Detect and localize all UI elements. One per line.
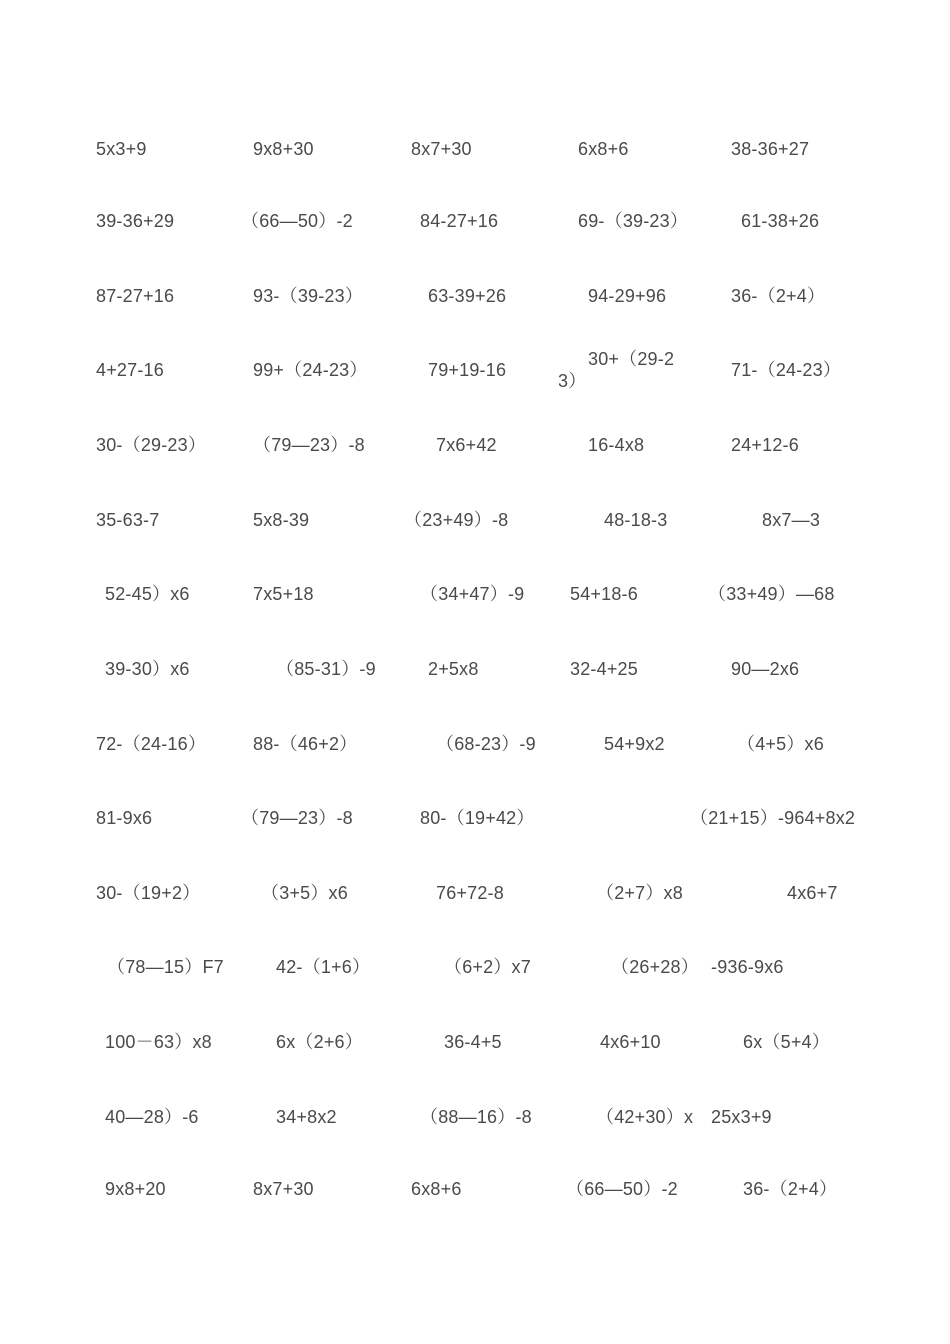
- problem-r2-c2: （66—50）-2: [241, 211, 353, 231]
- problem-r5-c5: 24+12-6: [731, 435, 799, 455]
- problem-r10-c1: 81-9x6: [96, 808, 153, 828]
- problem-r11-c2: （3+5）x6: [261, 883, 348, 903]
- problem-r13-c4: 4x6+10: [600, 1032, 661, 1052]
- problem-r11-c1: 30-（19+2）: [96, 883, 201, 903]
- problem-r11-c5: 4x6+7: [787, 883, 838, 903]
- problem-r5-c3: 7x6+42: [436, 435, 497, 455]
- problem-r3-c4: 94-29+96: [588, 286, 667, 306]
- problem-r11-c4: （2+7）x8: [596, 883, 683, 903]
- problem-r7-c2: 7x5+18: [253, 584, 314, 604]
- problem-r15-c2: 8x7+30: [253, 1179, 314, 1199]
- problem-r14-c1: 40—28）-6: [105, 1107, 199, 1127]
- problem-r1-c2: 9x8+30: [253, 139, 314, 159]
- problem-r4-c4: 30+（29-2 3）: [558, 349, 675, 391]
- problem-r7-c1: 52-45）x6: [105, 584, 190, 604]
- problem-r7-c3: （34+47）-9: [420, 584, 525, 604]
- problem-r12-c5: -936-9x6: [711, 957, 784, 977]
- problem-r4-c5: 71-（24-23）: [731, 360, 842, 380]
- problem-r2-c4: 69-（39-23）: [578, 211, 689, 231]
- problem-r13-c2: 6x（2+6）: [276, 1032, 363, 1052]
- problem-r7-c5: （33+49）—68: [708, 584, 835, 604]
- problem-r12-c4: （26+28）: [611, 957, 699, 977]
- problem-r13-c1: 100－63）x8: [105, 1032, 212, 1052]
- problem-r9-c5: （4+5）x6: [737, 734, 824, 754]
- problem-r2-c5: 61-38+26: [741, 211, 820, 231]
- problem-r10-c5: （21+15）-964+8x2: [690, 808, 856, 828]
- problem-r3-c1: 87-27+16: [96, 286, 175, 306]
- problem-r15-c1: 9x8+20: [105, 1179, 166, 1199]
- problem-r1-c4: 6x8+6: [578, 139, 629, 159]
- problem-r15-c3: 6x8+6: [411, 1179, 462, 1199]
- problem-r1-c5: 38-36+27: [731, 139, 810, 159]
- problem-r4-c2: 99+（24-23）: [253, 360, 368, 380]
- problem-r14-c3: （88—16）-8: [420, 1107, 532, 1127]
- problem-r4-c3: 79+19-16: [428, 360, 507, 380]
- problem-r6-c1: 35-63-7: [96, 510, 160, 530]
- problem-r14-c4: （42+30）x: [596, 1107, 694, 1127]
- problem-r6-c5: 8x7—3: [762, 510, 821, 530]
- problem-r14-c5: 25x3+9: [711, 1107, 772, 1127]
- problem-r3-c5: 36-（2+4）: [731, 286, 826, 306]
- problem-r11-c3: 76+72-8: [436, 883, 504, 903]
- problem-r12-c3: （6+2）x7: [444, 957, 531, 977]
- problem-r10-c3: 80-（19+42）: [420, 808, 535, 828]
- problem-r12-c1: （78—15）F7: [107, 957, 224, 977]
- problem-r15-c5: 36-（2+4）: [743, 1179, 838, 1199]
- problem-r9-c3: （68-23）-9: [436, 734, 536, 754]
- problem-r6-c2: 5x8-39: [253, 510, 310, 530]
- problem-r5-c1: 30-（29-23）: [96, 435, 207, 455]
- problem-r8-c2: （85-31）-9: [276, 659, 376, 679]
- problem-r6-c3: （23+49）-8: [404, 510, 509, 530]
- problem-r8-c4: 32-4+25: [570, 659, 638, 679]
- problem-r7-c4: 54+18-6: [570, 584, 638, 604]
- problem-r3-c3: 63-39+26: [428, 286, 507, 306]
- problem-r13-c5: 6x（5+4）: [743, 1032, 830, 1052]
- problem-r14-c2: 34+8x2: [276, 1107, 337, 1127]
- problem-r9-c4: 54+9x2: [604, 734, 665, 754]
- problem-r6-c4: 48-18-3: [604, 510, 668, 530]
- problem-r2-c1: 39-36+29: [96, 211, 175, 231]
- problem-r1-c3: 8x7+30: [411, 139, 472, 159]
- problem-r5-c4: 16-4x8: [588, 435, 645, 455]
- problem-r8-c3: 2+5x8: [428, 659, 479, 679]
- problem-r3-c2: 93-（39-23）: [253, 286, 364, 306]
- problem-r8-c5: 90—2x6: [731, 659, 800, 679]
- problem-r5-c2: （79—23）-8: [253, 435, 365, 455]
- problem-r4-c1: 4+27-16: [96, 360, 164, 380]
- problem-r10-c2: （79—23）-8: [241, 808, 353, 828]
- problem-r8-c1: 39-30）x6: [105, 659, 190, 679]
- problem-r15-c4: （66—50）-2: [566, 1179, 678, 1199]
- problem-r9-c1: 72-（24-16）: [96, 734, 207, 754]
- problem-r2-c3: 84-27+16: [420, 211, 499, 231]
- problem-r1-c1: 5x3+9: [96, 139, 147, 159]
- problem-r9-c2: 88-（46+2）: [253, 734, 358, 754]
- problem-r12-c2: 42-（1+6）: [276, 957, 371, 977]
- problem-r13-c3: 36-4+5: [444, 1032, 502, 1052]
